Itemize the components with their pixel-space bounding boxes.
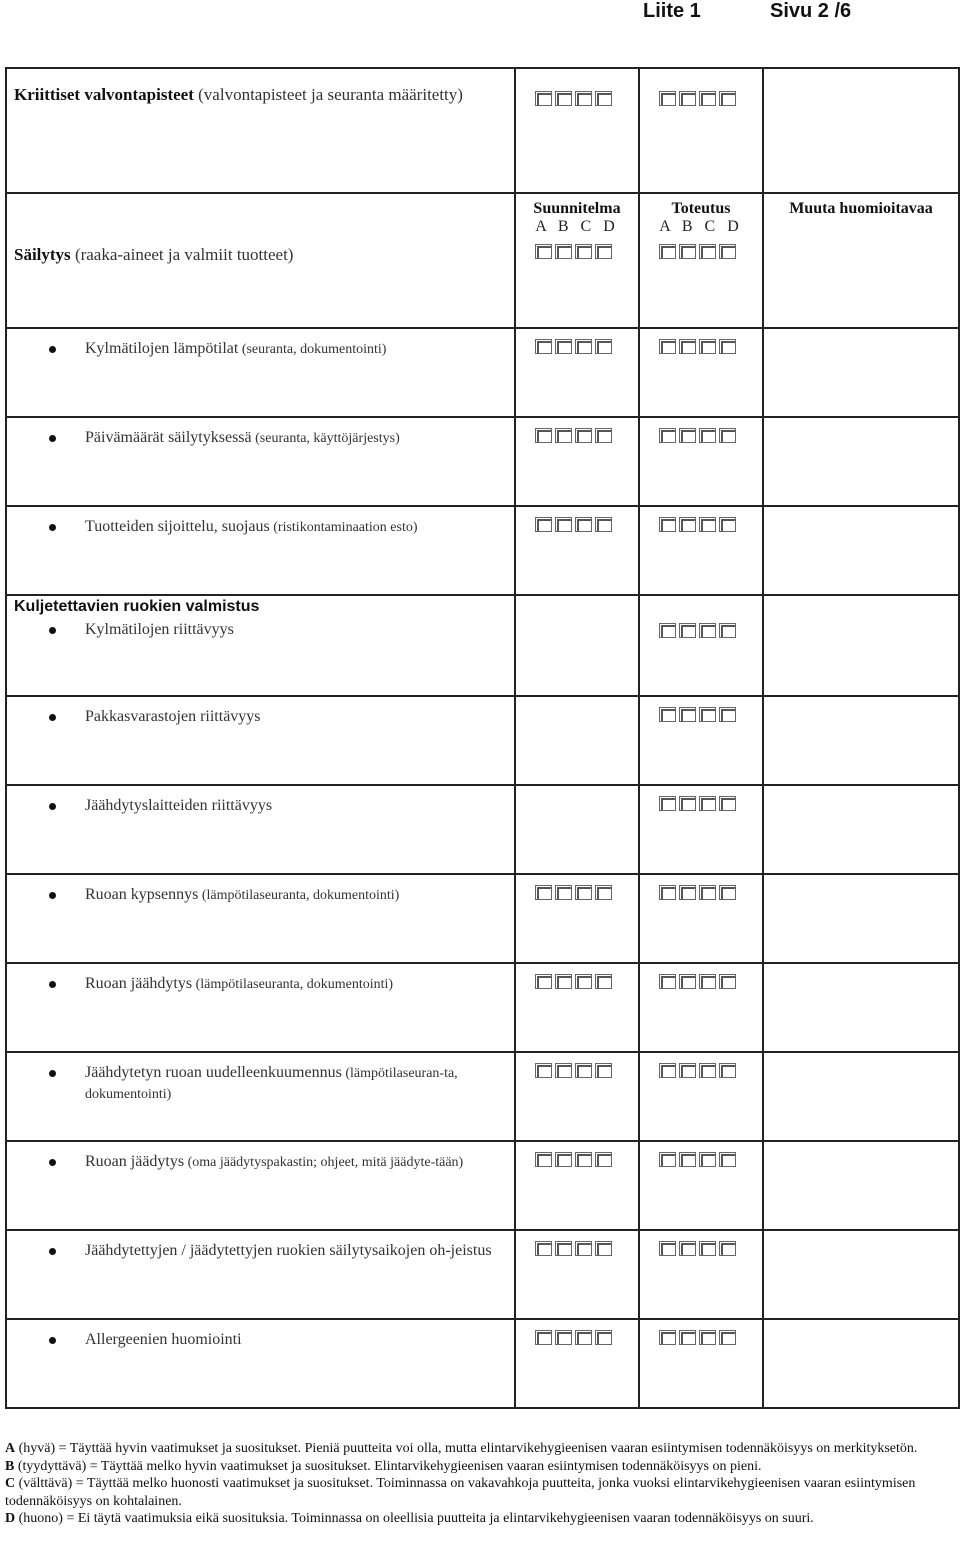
checkbox-b[interactable] — [679, 91, 696, 106]
checkbox-d[interactable] — [595, 339, 612, 354]
checkbox-d[interactable] — [595, 428, 612, 443]
checkbox-c[interactable] — [575, 428, 592, 443]
checkbox-d[interactable] — [719, 517, 736, 532]
checkbox-b[interactable] — [679, 244, 696, 259]
checkbox-b[interactable] — [555, 1152, 572, 1167]
plan-checkbox-group — [535, 885, 638, 900]
checkbox-d[interactable] — [719, 1330, 736, 1345]
checkbox-b[interactable] — [679, 1330, 696, 1345]
checkbox-b[interactable] — [555, 974, 572, 989]
plan-cell — [515, 1052, 639, 1141]
notes-cell[interactable] — [763, 1141, 959, 1230]
plan-cell — [515, 1319, 639, 1408]
checkbox-d[interactable] — [719, 707, 736, 722]
checkbox-c[interactable] — [699, 339, 716, 354]
notes-cell[interactable] — [763, 68, 959, 193]
checkbox-d[interactable] — [595, 1152, 612, 1167]
checkbox-c[interactable] — [699, 623, 716, 638]
item-text: Kylmätilojen lämpötilat (seuranta, dokumentointi) — [85, 340, 387, 357]
execution-checkbox-group — [659, 339, 762, 354]
checkbox-a[interactable] — [535, 91, 552, 106]
bullet-icon — [49, 627, 56, 634]
checkbox-a[interactable] — [659, 1241, 676, 1256]
execution-cell — [639, 1052, 763, 1141]
checkbox-b[interactable] — [679, 428, 696, 443]
notes-cell[interactable] — [763, 506, 959, 595]
plan-cell — [515, 874, 639, 963]
execution-column-header: Toteutus — [671, 200, 731, 217]
checkbox-b[interactable] — [555, 885, 572, 900]
execution-cell — [639, 417, 763, 506]
control-points-table — [5, 67, 960, 1409]
notes-column-header: Muuta huomioitavaa — [789, 200, 933, 217]
execution-cell — [639, 874, 763, 963]
checkbox-c[interactable] — [575, 885, 592, 900]
table-row — [6, 1230, 959, 1319]
checkbox-d[interactable] — [595, 1063, 612, 1078]
notes-cell[interactable] — [763, 417, 959, 506]
critical-points-row — [6, 68, 959, 193]
checkbox-c[interactable] — [575, 244, 592, 259]
checkbox-d[interactable] — [595, 517, 612, 532]
legend-b: B (tyydyttävä) = Täyttää melko hyvin vaatimukset ja suositukset. Elintarvikehygieenisen vaaran esiintymisen todennäköisyys on pieni. — [5, 1458, 762, 1474]
checkbox-c[interactable] — [575, 1330, 592, 1345]
checkbox-a[interactable] — [535, 428, 552, 443]
notes-cell[interactable] — [763, 595, 959, 696]
item-text: Ruoan jäähdytys (lämpötilaseuranta, dokumentointi) — [85, 975, 394, 992]
item-cell — [6, 506, 515, 595]
checkbox-c[interactable] — [575, 974, 592, 989]
checkbox-a[interactable] — [659, 428, 676, 443]
checkbox-d[interactable] — [595, 974, 612, 989]
item-text: Pakkasvarastojen riittävyys — [85, 708, 261, 725]
item-text: Jäähdytyslaitteiden riittävyys — [85, 797, 273, 814]
notes-cell[interactable] — [763, 1319, 959, 1408]
plan-cell — [515, 963, 639, 1052]
checkbox-c[interactable] — [699, 885, 716, 900]
checkbox-a[interactable] — [659, 707, 676, 722]
execution-checkbox-group — [659, 1241, 762, 1256]
table-row — [6, 1052, 959, 1141]
checkbox-d[interactable] — [719, 623, 736, 638]
checkbox-c[interactable] — [699, 1152, 716, 1167]
storage-title-cell — [6, 193, 515, 328]
checkbox-c[interactable] — [699, 428, 716, 443]
plan-cell — [515, 1141, 639, 1230]
checkbox-d[interactable] — [719, 244, 736, 259]
checkbox-c[interactable] — [575, 339, 592, 354]
checkbox-b[interactable] — [679, 339, 696, 354]
checkbox-d[interactable] — [719, 339, 736, 354]
execution-cell — [639, 506, 763, 595]
storage-title: Säilytys (raaka-aineet ja valmiit tuotteet) — [14, 245, 294, 264]
legend-a: A (hyvä) = Täyttää hyvin vaatimukset ja suositukset. Pieniä puutteita voi olla, mutta elintarvikehygieenisen vaaran esiintymisen todennäköisyys on merkityksetön. — [5, 1441, 918, 1456]
execution-checkbox-group — [659, 244, 762, 259]
table-row — [6, 328, 959, 417]
plan-checkbox-group — [535, 91, 638, 106]
item-text: Kylmätilojen riittävyys — [85, 621, 234, 638]
checkbox-a[interactable] — [659, 1330, 676, 1345]
execution-cell — [639, 1319, 763, 1408]
plan-cell — [515, 785, 639, 874]
plan-checkbox-group — [535, 1330, 638, 1345]
checkbox-d[interactable] — [595, 91, 612, 106]
checkbox-b[interactable] — [555, 1063, 572, 1078]
checkbox-c[interactable] — [575, 91, 592, 106]
table-row — [6, 1319, 959, 1408]
checkbox-c[interactable] — [699, 244, 716, 259]
checkbox-a[interactable] — [659, 339, 676, 354]
notes-cell[interactable] — [763, 696, 959, 785]
checkbox-c[interactable] — [575, 1063, 592, 1078]
checkbox-a[interactable] — [535, 1152, 552, 1167]
bullet-icon — [49, 435, 56, 442]
bullet-icon — [49, 346, 56, 353]
checkbox-d[interactable] — [719, 91, 736, 106]
checkbox-b[interactable] — [555, 339, 572, 354]
execution-cell — [639, 963, 763, 1052]
notes-cell[interactable] — [763, 785, 959, 874]
checkbox-d[interactable] — [595, 244, 612, 259]
notes-cell[interactable] — [763, 1052, 959, 1141]
checkbox-d[interactable] — [719, 796, 736, 811]
bullet-icon — [49, 892, 56, 899]
item-cell — [6, 595, 515, 696]
table-row — [6, 417, 959, 506]
plan-checkbox-group — [535, 1152, 638, 1167]
checkbox-c[interactable] — [699, 517, 716, 532]
checkbox-d[interactable] — [595, 1330, 612, 1345]
table-row — [6, 963, 959, 1052]
checkbox-b[interactable] — [679, 1152, 696, 1167]
notes-cell[interactable] — [763, 1230, 959, 1319]
plan-cell — [515, 1230, 639, 1319]
execution-checkbox-group — [659, 707, 762, 722]
bullet-icon — [49, 1337, 56, 1344]
transport-title: Kuljetettavien ruokien valmistus — [14, 598, 260, 615]
checkbox-b[interactable] — [679, 1063, 696, 1078]
plan-checkbox-group — [535, 1241, 638, 1256]
notes-cell[interactable] — [763, 328, 959, 417]
checkbox-b[interactable] — [679, 623, 696, 638]
table-row — [6, 874, 959, 963]
checkbox-a[interactable] — [535, 339, 552, 354]
item-text: Päivämäärät säilytyksessä (seuranta, käyttöjärjestys) — [85, 429, 400, 446]
checkbox-c[interactable] — [699, 91, 716, 106]
execution-checkbox-group — [659, 1063, 762, 1078]
execution-cell — [639, 328, 763, 417]
table-row — [6, 506, 959, 595]
execution-cell — [639, 193, 763, 328]
checkbox-b[interactable] — [679, 517, 696, 532]
checkbox-a[interactable] — [535, 974, 552, 989]
bullet-icon — [49, 524, 56, 531]
execution-checkbox-group — [659, 885, 762, 900]
item-cell — [6, 1230, 515, 1319]
checkbox-a[interactable] — [535, 885, 552, 900]
checkbox-c[interactable] — [575, 1241, 592, 1256]
bullet-icon — [49, 1159, 56, 1166]
storage-row — [6, 193, 959, 328]
bullet-icon — [49, 714, 56, 721]
table-row — [6, 696, 959, 785]
checkbox-b[interactable] — [679, 974, 696, 989]
checkbox-b[interactable] — [555, 1241, 572, 1256]
checkbox-c[interactable] — [699, 1241, 716, 1256]
checkbox-b[interactable] — [555, 91, 572, 106]
execution-cell — [639, 696, 763, 785]
execution-checkbox-group — [659, 517, 762, 532]
plan-cell — [515, 68, 639, 193]
table-row — [6, 595, 959, 696]
table-row — [6, 785, 959, 874]
checkbox-d[interactable] — [595, 1241, 612, 1256]
notes-cell[interactable] — [763, 963, 959, 1052]
checkbox-d[interactable] — [719, 885, 736, 900]
checkbox-c[interactable] — [699, 1330, 716, 1345]
checkbox-a[interactable] — [535, 244, 552, 259]
plan-cell — [515, 696, 639, 785]
bullet-icon — [49, 803, 56, 810]
execution-cell — [639, 595, 763, 696]
item-cell — [6, 417, 515, 506]
checkbox-d[interactable] — [595, 885, 612, 900]
checkbox-c[interactable] — [699, 796, 716, 811]
execution-cell — [639, 1141, 763, 1230]
item-text: Jäähdytettyjen / jäädytettyjen ruokien säilytysaikojen oh-jeistus — [85, 1242, 492, 1259]
item-cell — [6, 874, 515, 963]
checkbox-b[interactable] — [555, 428, 572, 443]
plan-checkbox-group — [535, 428, 638, 443]
checkbox-a[interactable] — [535, 1063, 552, 1078]
plan-checkbox-group — [535, 974, 638, 989]
checkbox-b[interactable] — [679, 1241, 696, 1256]
checkbox-a[interactable] — [659, 885, 676, 900]
item-cell — [6, 696, 515, 785]
execution-checkbox-group — [659, 91, 762, 106]
critical-title-cell — [6, 68, 515, 193]
checkbox-a[interactable] — [659, 796, 676, 811]
execution-cell — [639, 1230, 763, 1319]
checkbox-c[interactable] — [699, 707, 716, 722]
critical-title: Kriittiset valvontapisteet (valvontapisteet ja seuranta määritetty) — [14, 85, 463, 104]
checkbox-d[interactable] — [719, 974, 736, 989]
checkbox-d[interactable] — [719, 428, 736, 443]
checkbox-a[interactable] — [535, 1241, 552, 1256]
checkbox-a[interactable] — [535, 517, 552, 532]
execution-cell — [639, 68, 763, 193]
checkbox-c[interactable] — [699, 974, 716, 989]
plan-checkbox-group — [535, 339, 638, 354]
checkbox-a[interactable] — [659, 974, 676, 989]
bullet-icon — [49, 1070, 56, 1077]
checkbox-b[interactable] — [679, 885, 696, 900]
bullet-icon — [49, 1248, 56, 1255]
plan-cell — [515, 595, 639, 696]
notes-cell[interactable] — [763, 193, 959, 328]
checkbox-a[interactable] — [535, 1330, 552, 1345]
table-row — [6, 1141, 959, 1230]
item-cell — [6, 785, 515, 874]
execution-checkbox-group — [659, 974, 762, 989]
page-number: Sivu 2 /6 — [770, 0, 852, 22]
checkbox-a[interactable] — [659, 623, 676, 638]
plan-cell — [515, 328, 639, 417]
checkbox-c[interactable] — [575, 1152, 592, 1167]
checkbox-c[interactable] — [575, 517, 592, 532]
item-cell — [6, 963, 515, 1052]
execution-checkbox-group — [659, 796, 762, 811]
item-cell — [6, 1052, 515, 1141]
execution-checkbox-group — [659, 428, 762, 443]
execution-checkbox-group — [659, 623, 762, 638]
item-cell — [6, 328, 515, 417]
grade-legend — [5, 1440, 951, 1528]
checkbox-d[interactable] — [719, 1152, 736, 1167]
plan-checkbox-group — [535, 244, 638, 259]
notes-cell[interactable] — [763, 874, 959, 963]
checkbox-b[interactable] — [555, 244, 572, 259]
execution-checkbox-group — [659, 1330, 762, 1345]
grade-letters: A B C D — [659, 218, 743, 235]
grade-letters: A B C D — [535, 218, 619, 235]
checkbox-a[interactable] — [659, 91, 676, 106]
appendix-label: Liite 1 — [643, 0, 701, 22]
execution-checkbox-group — [659, 1152, 762, 1167]
plan-checkbox-group — [535, 517, 638, 532]
checkbox-d[interactable] — [719, 1241, 736, 1256]
plan-cell — [515, 417, 639, 506]
plan-cell — [515, 506, 639, 595]
checkbox-c[interactable] — [699, 1063, 716, 1078]
checkbox-b[interactable] — [679, 796, 696, 811]
bullet-icon — [49, 981, 56, 988]
item-text: Allergeenien huomiointi — [85, 1331, 242, 1348]
checkbox-a[interactable] — [659, 1152, 676, 1167]
checkbox-b[interactable] — [555, 517, 572, 532]
item-text: Ruoan jäädytys (oma jäädytyspakastin; ohjeet, mitä jäädyte-tään) — [85, 1153, 464, 1170]
execution-cell — [639, 785, 763, 874]
checkbox-b[interactable] — [555, 1330, 572, 1345]
legend-c: C (välttävä) = Täyttää melko huonosti vaatimukset ja suositukset. Toiminnassa on vakavahkoja puutteita, jonka vuoksi elintarvikehygieenisen vaaran esiintymisen todennäköisyys on kohtalainen. — [5, 1476, 916, 1509]
plan-checkbox-group — [535, 1063, 638, 1078]
legend-d: D (huono) = Ei täytä vaatimuksia eikä suosituksia. Toiminnassa on oleellisia puutteita ja elintarvikehygieenisen vaaran todennäköisyys on suuri. — [5, 1511, 814, 1527]
checkbox-a[interactable] — [659, 517, 676, 532]
item-text: Ruoan kypsennys (lämpötilaseuranta, dokumentointi) — [85, 886, 400, 903]
checkbox-d[interactable] — [719, 1063, 736, 1078]
item-text: Jäähdytetyn ruoan uudelleenkuumennus (lämpötilaseuran-ta, dokumentointi) — [85, 1064, 458, 1102]
checkbox-a[interactable] — [659, 1063, 676, 1078]
checkbox-a[interactable] — [659, 244, 676, 259]
plan-cell — [515, 193, 639, 328]
item-cell — [6, 1319, 515, 1408]
item-cell — [6, 1141, 515, 1230]
checkbox-b[interactable] — [679, 707, 696, 722]
plan-column-header: Suunnitelma — [533, 200, 621, 217]
item-text: Tuotteiden sijoittelu, suojaus (ristikontaminaation esto) — [85, 518, 418, 535]
